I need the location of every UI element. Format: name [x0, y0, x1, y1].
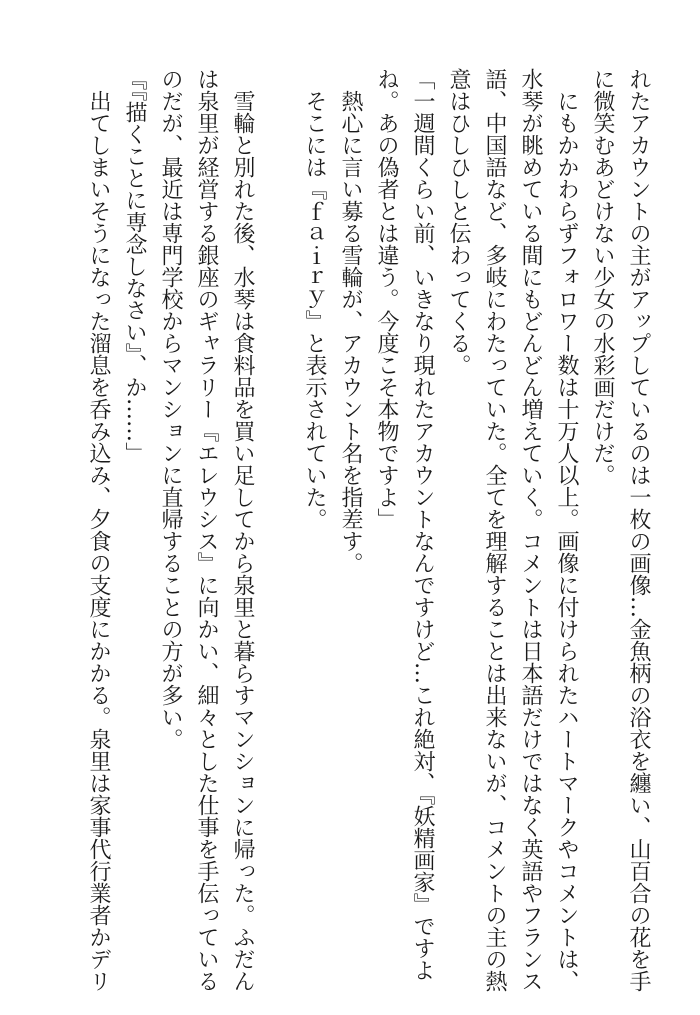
text-line: 熱心に言い募る雪輪が、アカウント名を指差す。: [338, 68, 363, 574]
text-line: 「一週間くらい前、いきなり現れたアカウントなんですけど…これ絶対、『妖精画家』ですよ: [410, 68, 435, 981]
vertical-text-block: [80, 68, 656, 992]
text-line: は泉里が経営する銀座のギャラリー『エレウシス』に向かい、細々とした仕事を手伝っている: [194, 68, 219, 992]
text-line: れたアカウントの主がアップしているのは一枚の画像…金魚柄の浴衣を纏い、山百合の花を手: [626, 68, 651, 992]
text-line: にもかかわらずフォロワー数は十万人以上。画像に付けられたハートマークやコメントは、: [554, 68, 579, 992]
text-line: 意はひしひしと伝わってくる。: [446, 68, 471, 376]
text-line: そこには『ｆａｉｒｙ』と表示されていた。: [302, 68, 327, 530]
text-line: 雪輪と別れた後、水琴は食料品を買い足してから泉里と暮らすマンションに帰った。ふだん: [230, 68, 255, 992]
text-line: 『『描くことに専念しなさい』、か……」: [122, 68, 147, 464]
text-line: ね。あの偽者とは違う。今度こそ本物ですよ」: [374, 68, 399, 530]
text-line: 出てしまいそうになった溜息を呑み込み、夕食の支度にかかる。泉里は家事代行業者かデリ: [86, 68, 111, 992]
blank-line: [260, 68, 296, 948]
text-line: 語、中国語など、多岐にわたっていた。全てを理解することは出来ないが、コメントの主の熱: [482, 68, 507, 992]
text-line: 水琴が眺めている間にもどんどん増えていく。コメントは日本語だけではなく英語やフランス: [518, 68, 543, 992]
text-line: に微笑むあどけない少女の水彩画だけだ。: [590, 68, 615, 486]
text-line: のだが、最近は専門学校からマンションに直帰することの方が多い。: [158, 68, 183, 750]
